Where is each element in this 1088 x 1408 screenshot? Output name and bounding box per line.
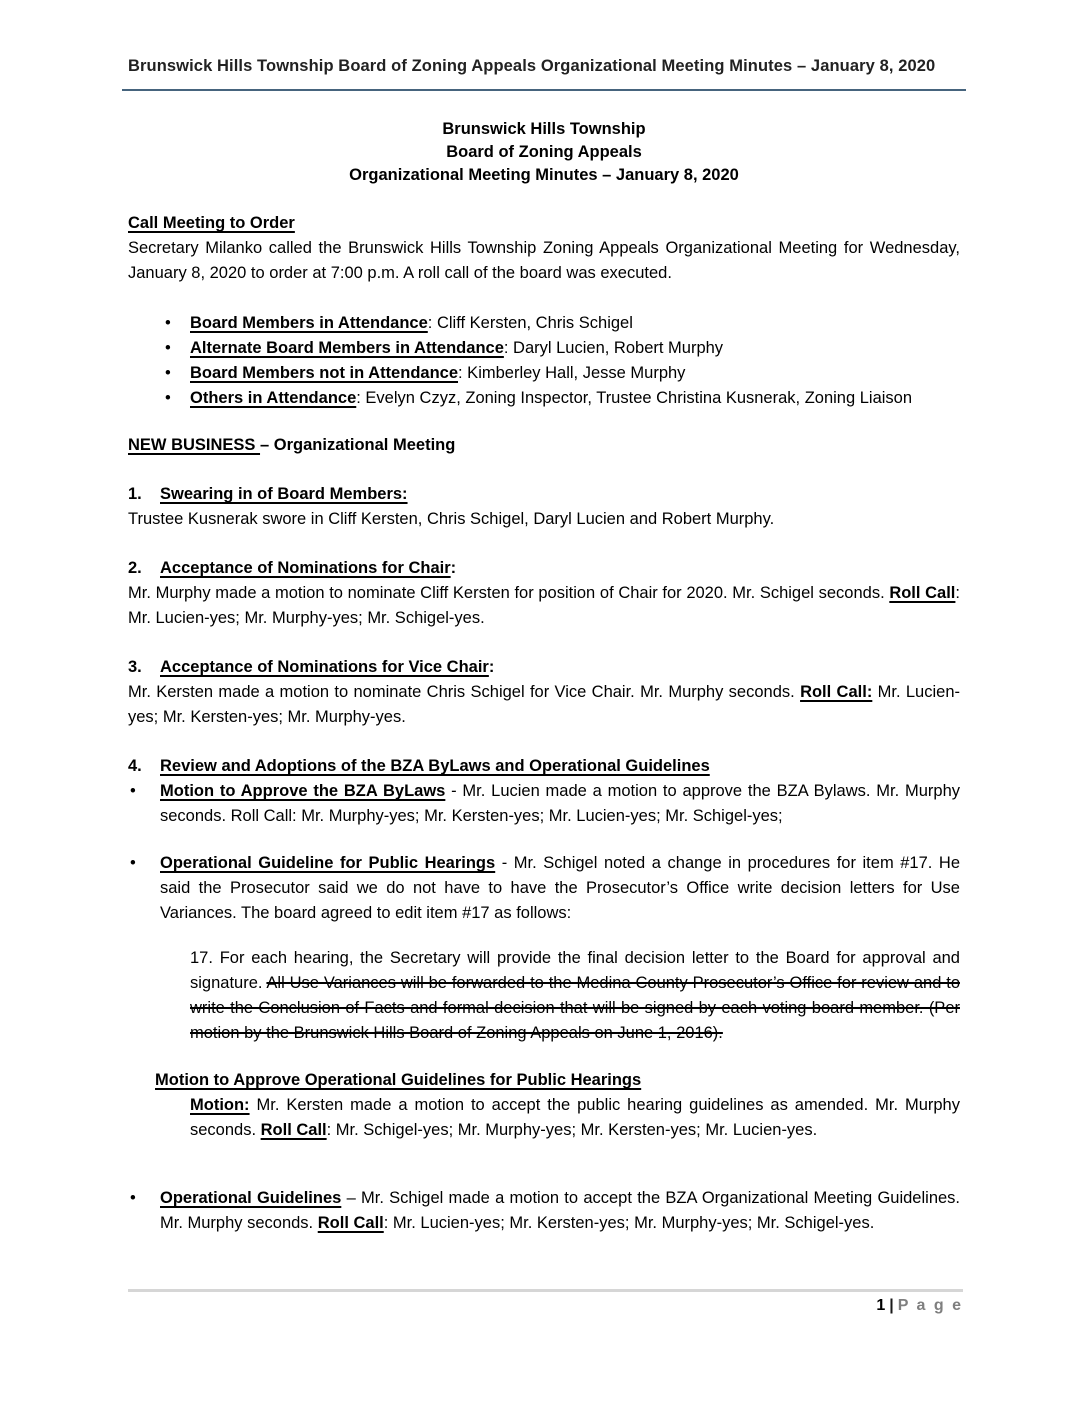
bullet-text [160,782,960,825]
attendance-item-text [190,314,633,332]
text-run: Mr. Murphy made a motion to nominate Cliff Kersten for position of Chair for 2020. Mr. Schigel seconds. [128,584,890,602]
bullet-text [160,1189,960,1232]
text-run: : Mr. Lucien-yes; Mr. Murphy-yes; Mr. Schigel-yes. [128,584,960,627]
text-run: – Mr. Schigel made a motion to accept the BZA Organizational Meeting Guidelines. Mr. Murphy seconds. [160,1189,961,1232]
text-run: Roll Call [889,584,956,602]
item-1-number: 1. [128,485,142,503]
text-run: All Use Variances will be forwarded to the Medina County Prosecutor’s Office for review and to write the Conclusion of Facts and formal decision that will be signed by each voting board member. (Per motion by the Brunswick Hills Board of Zoning Appeals on June 1, 2016). [190,974,960,1042]
motion-approve-guidelines-heading [155,1068,960,1093]
motion-paragraph [190,1093,960,1143]
text-run: 17. For each hearing, the Secretary will provide the final decision letter to the Board for approval and signature. [190,949,960,992]
item-3-heading [128,655,960,680]
text-run: – Organizational Meeting [260,436,456,454]
attendance-list [128,311,960,411]
attendance-item-alternates [128,336,960,361]
call-to-order-heading: Call Meeting to Order [128,214,295,232]
bullet-operational-guidelines [128,1186,960,1236]
text-run: : [488,658,495,676]
item-3-number: 3. [128,658,142,676]
item-4-heading-text [160,757,710,775]
text-run: : Kimberley Hall, Jesse Murphy [458,364,686,382]
attendance-item-text [190,339,723,357]
item-1-heading [128,482,960,507]
attendance-item-not-in-attendance [128,361,960,386]
doc-title-line-3: Organizational Meeting Minutes – January 8, 2020 [349,166,739,184]
page-label: P a g e [897,1297,963,1314]
header-title: Brunswick Hills Township Board of Zoning Appeals Organizational Meeting Minutes – January 8, 2020 [128,57,936,75]
new-business-heading [128,433,960,458]
text-run: Board Members not in Attendance [190,364,459,382]
item-3-section [128,655,960,730]
item-17-amended-paragraph [190,946,960,1046]
item-4-number: 4. [128,757,142,775]
bullet-icon: • [165,364,171,382]
doc-title-line-2: Board of Zoning Appeals [446,143,642,161]
text-run: : Daryl Lucien, Robert Murphy [503,339,724,357]
item-1-heading-text [160,485,408,503]
item-2-number: 2. [128,559,142,577]
text-run: Operational Guidelines [160,1189,342,1207]
item-2-heading [128,556,960,581]
bullet-icon: • [130,854,136,872]
header-rule [122,89,966,91]
bullet-text [160,854,960,922]
text-run: : Evelyn Czyz, Zoning Inspector, Trustee Christina Kusnerak, Zoning Liaison [356,389,913,407]
text-run: Board Members in Attendance [190,314,428,332]
text-run: - Mr. Lucien made a motion to approve the BZA Bylaws. Mr. Murphy seconds. Roll Call: Mr. Murphy-yes; Mr. Kersten-yes; Mr. Lucien-yes; Mr. Schigel-yes; [160,782,960,825]
text-run: NEW BUSINESS [128,436,261,454]
text-run: Mr. Lucien-yes; Mr. Kersten-yes; Mr. Murphy-yes. [128,683,960,726]
doc-title-line-1: Brunswick Hills Township [442,120,646,138]
text-run: Review and Adoptions of the BZA ByLaws and Operational Guidelines [160,757,710,775]
footer-rule [128,1289,963,1292]
attendance-item-text [190,389,912,407]
bullet-icon: • [165,389,171,407]
bullet-motion-approve-bylaws [128,779,960,829]
item-1-section [128,482,960,532]
item-1-body [128,507,960,532]
text-run: Mr. Kersten made a motion to nominate Chris Schigel for Vice Chair. Mr. Murphy seconds. [128,683,801,701]
bullet-icon: • [130,782,136,800]
text-run: Operational Guideline for Public Hearings [160,854,496,872]
item-4-section [128,754,960,1236]
text-run: Alternate Board Members in Attendance [190,339,504,357]
item-2-section [128,556,960,631]
page-footer [128,1289,963,1315]
text-run: Motion to Approve the BZA ByLaws [160,782,446,800]
text-run: : [450,559,457,577]
call-to-order-section [128,211,960,286]
call-to-order-body: Secretary Milanko called the Brunswick Hills Township Zoning Appeals Organizational Meeting for Wednesday, January 8, 2020 to order at 7:00 p.m. A roll call of the board was executed. [128,239,960,282]
text-run: Roll Call [260,1121,327,1139]
page-header [0,0,1088,91]
text-run: Motion to Approve Operational Guidelines for Public Hearings [155,1071,642,1089]
text-run: Motion: [190,1096,250,1114]
footer-text [128,1297,963,1315]
bullet-icon: • [165,314,171,332]
item-2-heading-text [160,559,456,577]
item-3-body [128,680,960,730]
footer-separator: | [889,1297,894,1314]
text-run: - Mr. Schigel noted a change in procedures for item #17. He said the Prosecutor said we do not have to have the Prosecutor’s Office write decision letters for Use Variances. The board agreed to edit item #17 as follows: [160,854,960,922]
bullet-operational-guideline-hearings [128,851,960,926]
bullet-icon: • [130,1189,136,1207]
text-run: : Cliff Kersten, Chris Schigel [427,314,633,332]
attendance-item-text [190,364,685,382]
bullet-icon: • [165,339,171,357]
item-4-heading [128,754,960,779]
text-run: Acceptance of Nominations for Chair [160,559,451,577]
text-run: Swearing in of Board Members: [160,485,408,503]
text-run: Trustee Kusnerak swore in Cliff Kersten, Chris Schigel, Daryl Lucien and Robert Murphy. [128,510,775,528]
document-body [0,118,1088,1236]
page-number: 1 [876,1297,886,1314]
item-2-body [128,581,960,631]
text-run: Roll Call: [800,683,873,701]
document-title-block [128,118,960,187]
attendance-item-others [128,386,960,411]
text-run: Acceptance of Nominations for Vice Chair [160,658,489,676]
text-run: Others in Attendance [190,389,357,407]
attendance-item-board-members [128,311,960,336]
item-3-heading-text [160,658,494,676]
text-run: : Mr. Lucien-yes; Mr. Kersten-yes; Mr. Murphy-yes; Mr. Schigel-yes. [383,1214,875,1232]
text-run: Roll Call [317,1214,384,1232]
text-run: Mr. Kersten made a motion to accept the public hearing guidelines as amended. Mr. Murphy seconds. [190,1096,960,1139]
text-run: : Mr. Schigel-yes; Mr. Murphy-yes; Mr. Kersten-yes; Mr. Lucien-yes. [326,1121,818,1139]
